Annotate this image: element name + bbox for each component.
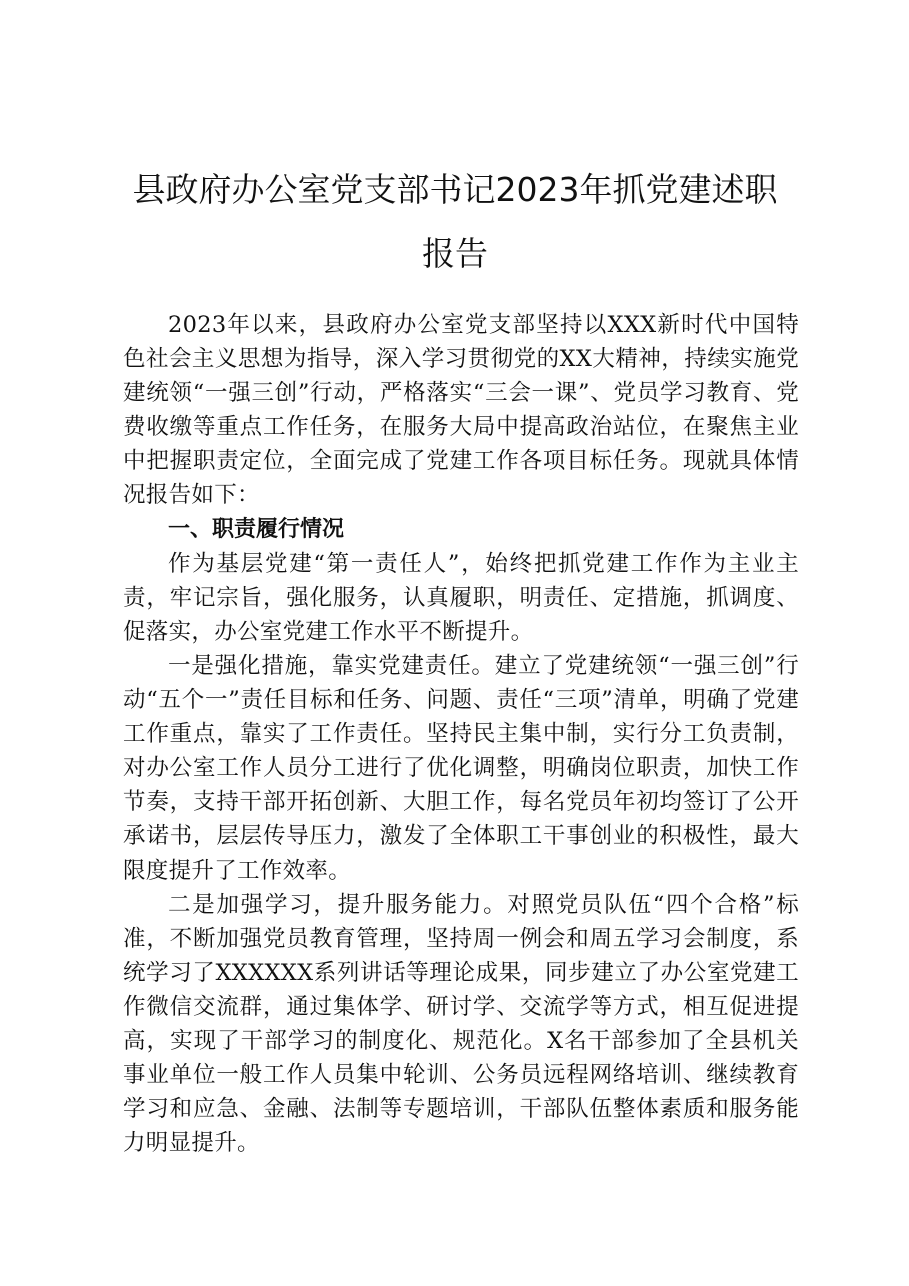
section-heading: 一、职责履行情况	[168, 516, 345, 542]
intro-paragraph: 2023年以来，县政府办公室党支部坚持以XXX新时代中国特色社会主义思想为指导，深入学习贯彻党的XX大精神，持续实施党建统领“一强三创”行动，严格落实“三会一课”、党员学习教育、党费收缴等重点工作任务，在服务大局中提高政治站位，在聚焦主业中把握职责定位，全面完成了党建工作各项目标任务。现就具体情况报告如下：	[123, 312, 799, 509]
document-body	[123, 308, 799, 1160]
body-paragraph: 作为基层党建“第一责任人”，始终把抓党建工作作为主业主责，牢记宗旨，强化服务，认真履职，明责任、定措施，抓调度、促落实，办公室党建工作水平不断提升。	[123, 550, 799, 645]
document-title-line-2: 报告	[422, 234, 488, 273]
body-paragraph: 一是强化措施，靠实党建责任。建立了党建统领“一强三创”行动“五个一”责任目标和任务、问题、责任“三项”清单，明确了党建工作重点，靠实了工作责任。坚持民主集中制，实行分工负责制，对办公室工作人员分工进行了优化调整，明确岗位职责，加快工作节奏，支持干部开拓创新、大胆工作，每名党员年初均签订了公开承诺书，层层传导压力，激发了全体职工干事创业的积极性，最大限度提升了工作效率。	[123, 652, 799, 884]
body-paragraph: 二是加强学习，提升服务能力。对照党员队伍“四个合格”标准，不断加强党员教育管理，坚持周一例会和周五学习会制度，系统学习了XXXXXX系列讲话等理论成果，同步建立了办公室党建工作微信交流群，通过集体学、研讨学、交流学等方式，相互促进提高，实现了干部学习的制度化、规范化。X名干部参加了全县机关事业单位一般工作人员集中轮训、公务员远程网络培训、继续教育学习和应急、金融、法制等专题培训，干部队伍整体素质和服务能力明显提升。	[123, 891, 799, 1157]
document-title-line-1: 县政府办公室党支部书记2023年抓党建述职	[132, 170, 778, 209]
